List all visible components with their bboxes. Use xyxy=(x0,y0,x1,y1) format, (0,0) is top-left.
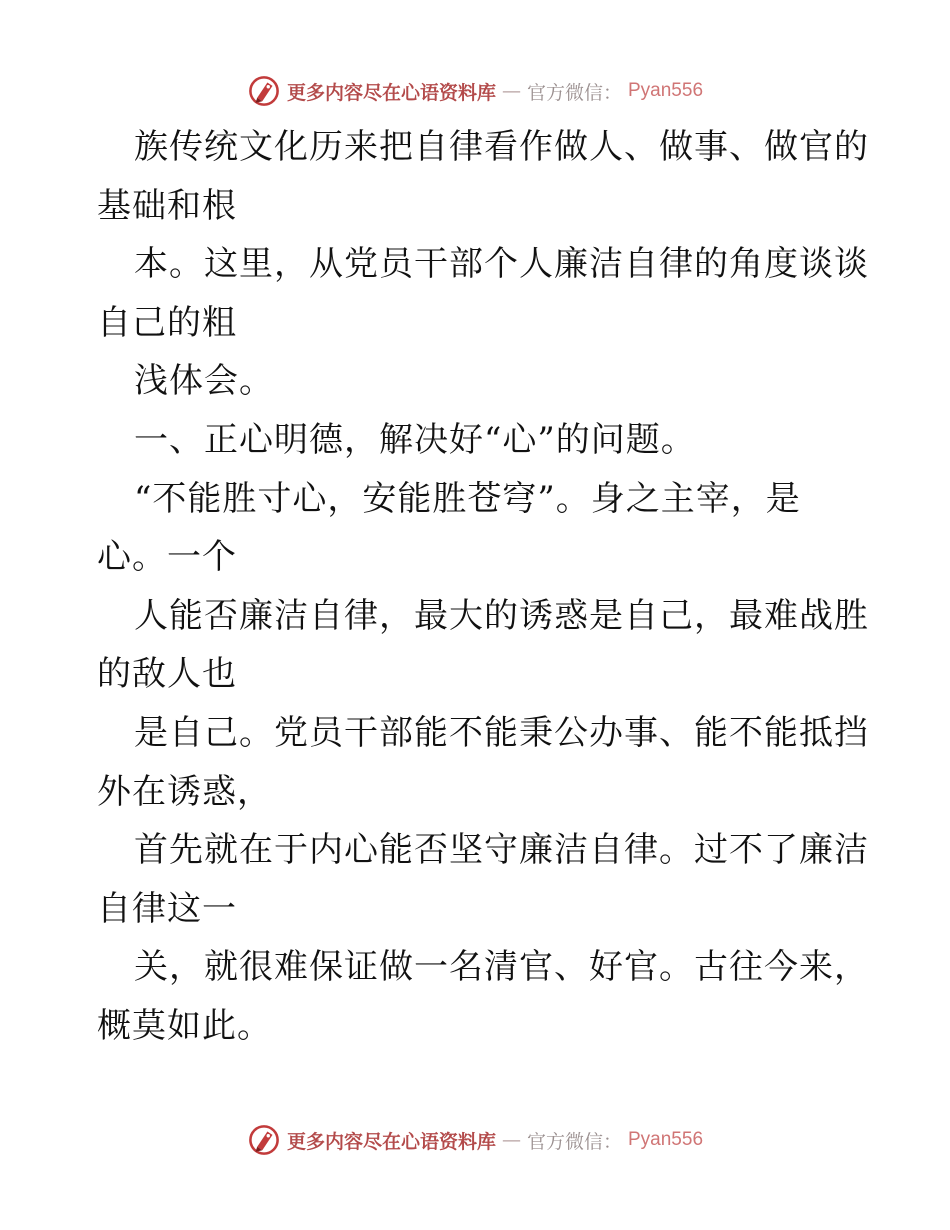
paragraph-line: 自己的粗 xyxy=(97,302,237,343)
pen-nib-logo-icon xyxy=(247,1123,281,1157)
paragraph-line: 是自己。党员干部能不能秉公办事、能不能抵挡 xyxy=(134,712,869,753)
document-body xyxy=(97,118,869,1056)
paragraph-line: 浅体会。 xyxy=(134,361,274,402)
header-banner xyxy=(0,71,950,111)
footer-wechat-id: Pyan556 xyxy=(628,1129,704,1150)
footer-banner-content xyxy=(247,1123,703,1157)
paragraph-line: 心。一个 xyxy=(97,537,237,578)
paragraph-line: 关，就很难保证做一名清官、好官。古往今来， xyxy=(134,947,869,988)
footer-banner xyxy=(0,1120,950,1160)
paragraph-line: 外在诱惑， xyxy=(97,771,272,812)
header-wechat-id: Pyan556 xyxy=(628,80,704,101)
paragraph-line: 的敌人也 xyxy=(97,654,237,695)
paragraph-line: 本。这里，从党员干部个人廉洁自律的角度谈谈 xyxy=(134,244,869,285)
paragraph-line: 人能否廉洁自律，最大的诱惑是自己，最难战胜 xyxy=(134,595,869,636)
header-dash: — xyxy=(501,80,521,102)
paragraph-line: 族传统文化历来把自律看作做人、做事、做官的 xyxy=(134,127,869,167)
footer-brand-text: 更多内容尽在心语资料库 xyxy=(286,1130,496,1153)
footer-wechat-label: 官方微信： xyxy=(526,1130,622,1153)
paragraph-line: 基础和根 xyxy=(97,185,237,226)
paragraph-line: 一、正心明德，解决好“心”的问题。 xyxy=(134,419,696,460)
footer-dash: — xyxy=(501,1129,521,1151)
paragraph-line: “不能胜寸心，安能胜苍穹”。身之主宰，是 xyxy=(134,478,801,519)
pen-nib-logo-icon xyxy=(247,74,281,108)
header-banner-content xyxy=(247,74,703,108)
paragraph-line: 自律这一 xyxy=(97,888,237,929)
header-wechat-label: 官方微信： xyxy=(526,81,622,104)
header-brand-text: 更多内容尽在心语资料库 xyxy=(286,81,496,104)
paragraph-line: 概莫如此。 xyxy=(97,1005,272,1046)
paragraph-line: 首先就在于内心能否坚守廉洁自律。过不了廉洁 xyxy=(134,830,869,871)
